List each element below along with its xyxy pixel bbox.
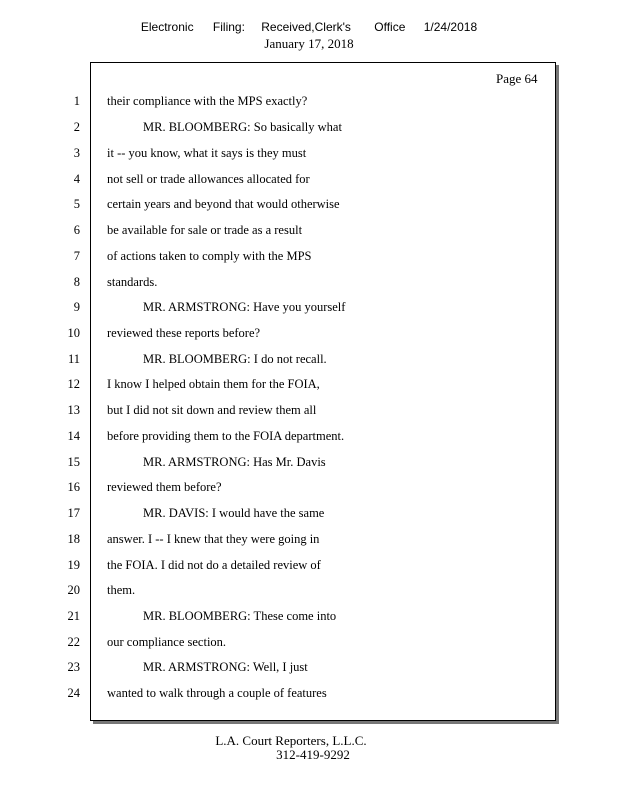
line-number: 9 [73, 300, 80, 314]
line-number: 14 [67, 429, 80, 443]
line-text: answer. I -- I knew that they were going in [107, 532, 320, 546]
filing-stamp [0, 20, 618, 34]
line-text: the FOIA. I did not do a detailed review of [107, 558, 321, 572]
line-number: 16 [67, 480, 80, 494]
line-text: MR. ARMSTRONG: Have you yourself [143, 300, 346, 314]
line-number: 1 [73, 94, 80, 108]
line-number: 19 [67, 558, 80, 572]
filing-stamp-word: Filing: [212, 20, 245, 34]
line-number: 11 [67, 352, 80, 366]
line-text: reviewed these reports before? [107, 326, 261, 340]
line-number: 15 [67, 455, 80, 469]
filing-stamp-word: Electronic [140, 20, 194, 34]
line-number: 5 [73, 197, 80, 211]
line-text: their compliance with the MPS exactly? [107, 94, 308, 108]
transcript-date: January 17, 2018 [264, 36, 354, 51]
line-number: 24 [67, 686, 80, 700]
line-text: but I did not sit down and review them all [107, 403, 317, 417]
line-text: standards. [107, 275, 158, 289]
line-number: 13 [67, 403, 80, 417]
line-number: 10 [67, 326, 80, 340]
reporter-phone: 312-419-9292 [276, 747, 350, 762]
line-text: MR. BLOOMBERG: These come into [143, 609, 337, 623]
filing-stamp-date: 1/24/2018 [423, 20, 478, 34]
line-text: them. [107, 583, 136, 597]
filing-stamp-word: Received,Clerk's [261, 20, 351, 34]
line-number: 8 [73, 275, 80, 289]
line-text: MR. ARMSTRONG: Has Mr. Davis [143, 455, 326, 469]
line-number: 3 [73, 146, 80, 160]
line-number: 7 [73, 249, 80, 263]
line-text: MR. BLOOMBERG: I do not recall. [143, 352, 327, 366]
line-text: MR. BLOOMBERG: So basically what [143, 120, 342, 134]
line-number: 23 [67, 660, 80, 674]
line-text: it -- you know, what it says is they must [107, 146, 307, 160]
line-text: I know I helped obtain them for the FOIA, [107, 377, 320, 391]
filing-stamp-word: Office [374, 20, 406, 34]
line-number: 6 [73, 223, 80, 237]
line-number: 22 [67, 635, 80, 649]
line-text: wanted to walk through a couple of features [107, 686, 327, 700]
line-number: 21 [67, 609, 80, 623]
line-text: be available for sale or trade as a result [107, 223, 303, 237]
page-number: Page 64 [496, 71, 538, 86]
line-number: 12 [67, 377, 80, 391]
line-text: reviewed them before? [107, 480, 222, 494]
line-text: before providing them to the FOIA department. [107, 429, 345, 443]
line-text: MR. DAVIS: I would have the same [143, 506, 325, 520]
reporter-company: L.A. Court Reporters, L.L.C. [215, 733, 367, 748]
line-number: 17 [67, 506, 80, 520]
line-number: 2 [73, 120, 80, 134]
line-text: our compliance section. [107, 635, 227, 649]
line-number: 4 [73, 172, 80, 186]
line-text: MR. ARMSTRONG: Well, I just [143, 660, 308, 674]
line-text: certain years and beyond that would otherwise [107, 197, 340, 211]
line-number: 18 [67, 532, 80, 546]
line-number: 20 [67, 583, 80, 597]
line-text: not sell or trade allowances allocated for [107, 172, 310, 186]
line-text: of actions taken to comply with the MPS [107, 249, 312, 263]
